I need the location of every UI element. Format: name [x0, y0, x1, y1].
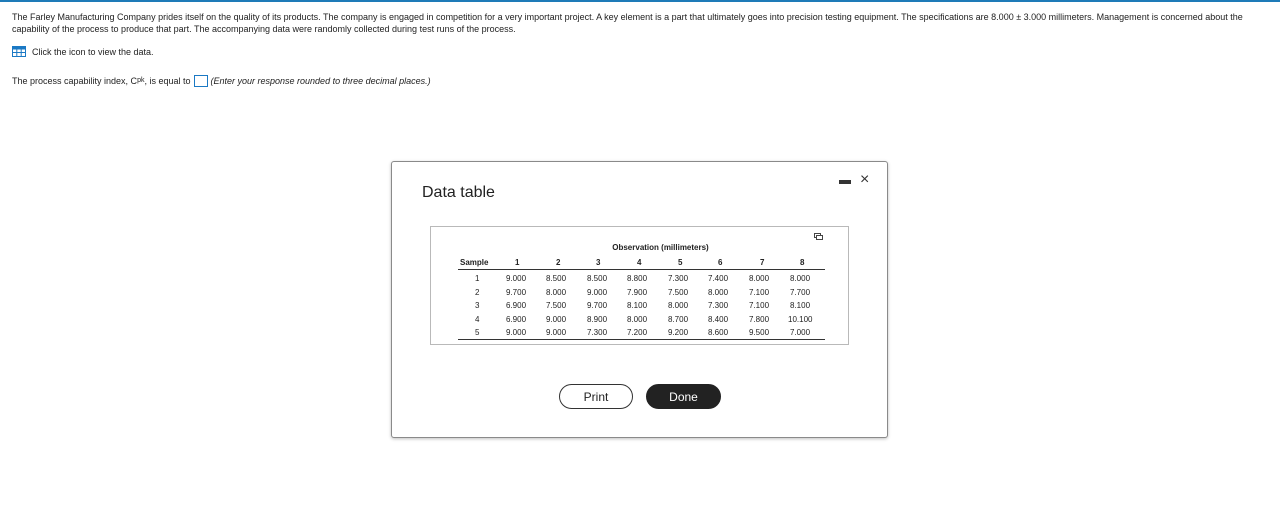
cell: 8.700 — [668, 315, 689, 324]
data-table-icon[interactable] — [12, 46, 26, 57]
cell: 6.900 — [506, 315, 527, 324]
cell: 8.800 — [627, 274, 648, 283]
table-row — [458, 315, 825, 327]
cell: 8.000 — [708, 288, 729, 297]
view-data-text[interactable]: Click the icon to view the data. — [32, 46, 154, 57]
cell: 7.000 — [790, 328, 811, 337]
cell: 7.900 — [627, 288, 648, 297]
cell: 9.200 — [668, 328, 689, 337]
cell: 9.000 — [506, 274, 527, 283]
header-obs-1: 1 — [515, 258, 520, 267]
cell: 9.000 — [546, 328, 567, 337]
cell: 10.100 — [788, 315, 813, 324]
cell: 9.700 — [587, 301, 608, 310]
cell: 8.000 — [546, 288, 567, 297]
cell: 8.000 — [668, 301, 689, 310]
table-bottom-rule — [458, 339, 825, 340]
header-obs-5: 5 — [678, 258, 683, 267]
cell-sample: 4 — [475, 315, 480, 324]
top-accent-bar — [0, 0, 1280, 2]
cell-sample: 3 — [475, 301, 480, 310]
problem-statement: The Farley Manufacturing Company prides itself on the quality of its products. The company is engaged in competition for a very important project. A key element is a part that ultimately goes into precision testing equipment. The specifications are 8.000 ± 3.000 millimeters. Management is concerned about the capability of the process to produce that part. The accompanying data were randomly collected during test runs of the process. — [12, 12, 1243, 34]
header-obs-6: 6 — [718, 258, 723, 267]
cell: 7.200 — [627, 328, 648, 337]
cell: 8.000 — [790, 274, 811, 283]
cell: 9.500 — [749, 328, 770, 337]
table-header-row — [458, 258, 825, 270]
close-icon[interactable]: × — [860, 171, 870, 188]
question-line: The process capability index, C pk , is equal to (Enter your response rounded to three decimal places.) — [12, 76, 431, 86]
cell: 8.500 — [546, 274, 567, 283]
cell: 8.500 — [587, 274, 608, 283]
cell: 8.100 — [627, 301, 648, 310]
cell: 7.500 — [546, 301, 567, 310]
cell: 7.300 — [668, 274, 689, 283]
table-row — [458, 274, 825, 286]
cell: 7.700 — [790, 288, 811, 297]
answer-input[interactable] — [194, 75, 208, 87]
cell: 9.000 — [506, 328, 527, 337]
answer-hint: (Enter your response rounded to three decimal places.) — [210, 76, 431, 86]
cell: 8.600 — [708, 328, 729, 337]
cell-sample: 5 — [475, 328, 480, 337]
cell: 8.400 — [708, 315, 729, 324]
cell: 8.900 — [587, 315, 608, 324]
table-caption: Observation (millimeters) — [612, 243, 709, 252]
cell: 7.100 — [749, 301, 770, 310]
cell: 9.000 — [587, 288, 608, 297]
header-obs-8: 8 — [800, 258, 805, 267]
cell: 8.000 — [749, 274, 770, 283]
cell: 7.300 — [708, 301, 729, 310]
copy-icon[interactable] — [814, 233, 823, 240]
cell: 8.100 — [790, 301, 811, 310]
header-sample: Sample — [460, 258, 489, 267]
cell: 7.300 — [587, 328, 608, 337]
cell: 7.400 — [708, 274, 729, 283]
cell: 9.000 — [546, 315, 567, 324]
table-row — [458, 288, 825, 300]
view-data-link[interactable] — [12, 46, 154, 57]
data-table-frame — [430, 226, 849, 345]
print-button[interactable]: Print — [559, 384, 633, 409]
cell-sample: 2 — [475, 288, 480, 297]
cell: 7.100 — [749, 288, 770, 297]
header-obs-4: 4 — [637, 258, 642, 267]
table-row — [458, 301, 825, 313]
cell: 7.800 — [749, 315, 770, 324]
cell-sample: 1 — [475, 274, 480, 283]
header-obs-2: 2 — [556, 258, 561, 267]
header-obs-3: 3 — [596, 258, 601, 267]
minimize-icon[interactable] — [839, 180, 851, 184]
header-obs-7: 7 — [760, 258, 765, 267]
cell: 6.900 — [506, 301, 527, 310]
cell: 8.000 — [627, 315, 648, 324]
cell: 7.500 — [668, 288, 689, 297]
done-button[interactable]: Done — [646, 384, 721, 409]
question-suffix: , is equal to — [144, 76, 191, 86]
dialog-title: Data table — [422, 184, 495, 201]
data-table-dialog — [391, 161, 888, 438]
cell: 9.700 — [506, 288, 527, 297]
question-prefix: The process capability index, C — [12, 76, 138, 86]
